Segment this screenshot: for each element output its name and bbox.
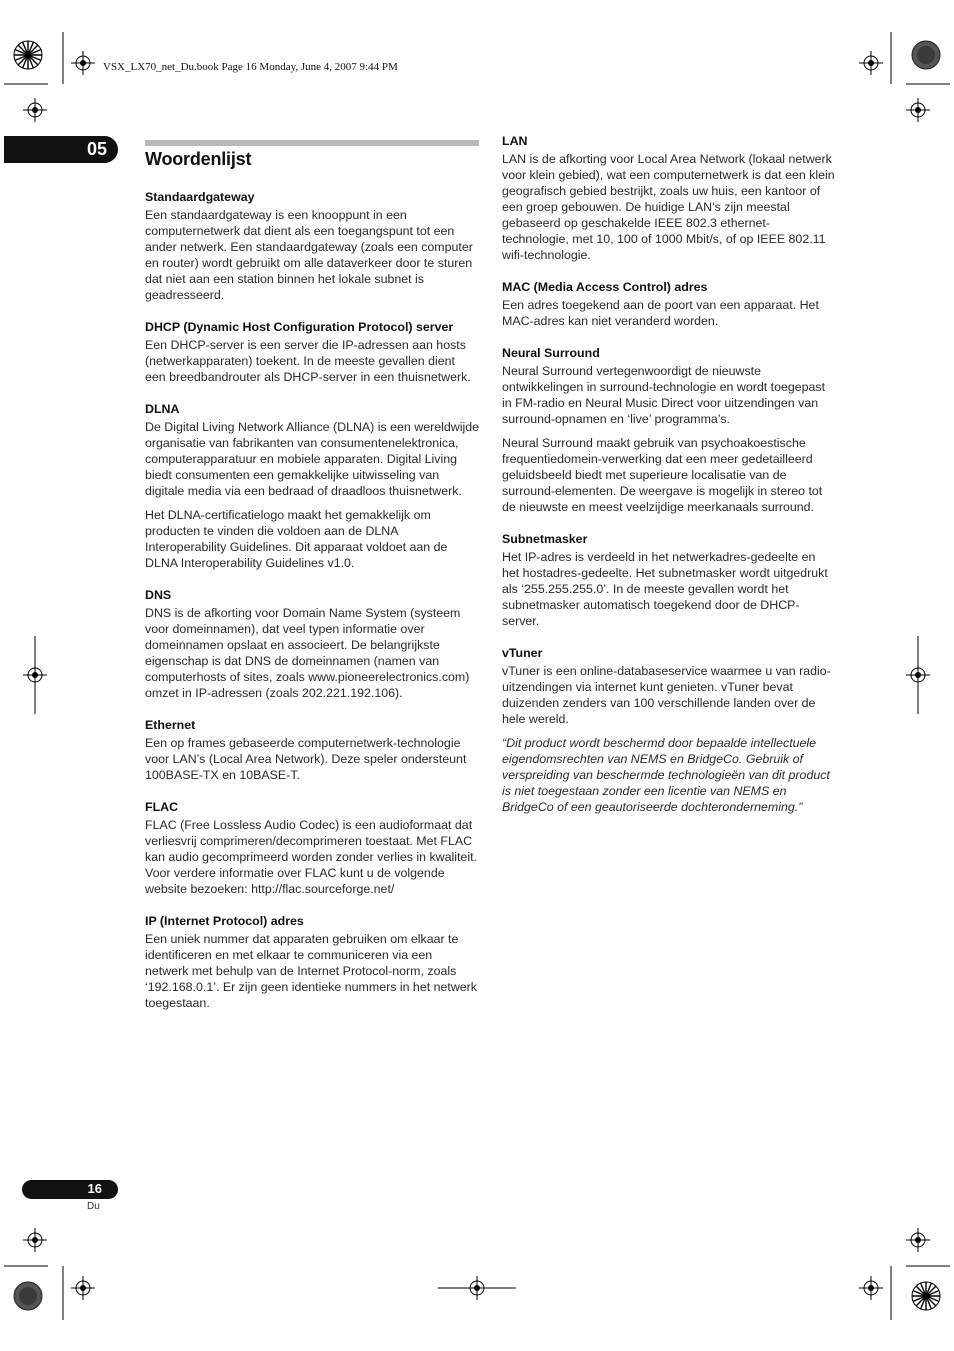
entry-term: DLNA	[145, 402, 180, 416]
entry-description: Een uniek nummer dat apparaten gebruiken om elkaar te identificeren en met elkaar te communiceren via een netwerk met behulp van de Internet Protocol-norm, zoals ‘192.168.0.1’. Er zijn geen identieke nummers in het netwerk toegestaan.	[145, 932, 477, 1010]
entry-description: Neural Surround vertegenwoordigt de nieuwste ontwikkelingen in surround-technologie en wordt toegepast in FM-radio en Neural Music Direct voor uitzendingen van surround-opnamen en ‘live’ programma’s.	[502, 364, 826, 426]
glossary-entry	[145, 319, 479, 385]
entry-description: Een adres toegekend aan de poort van een apparaat. Het MAC-adres kan niet veranderd worden.	[502, 298, 819, 328]
language-code: Du	[87, 1201, 100, 1212]
glossary-entry	[502, 279, 836, 329]
entry-description: LAN is de afkorting voor Local Area Network (lokaal netwerk voor klein gebied), wat een computernetwerk is dat een klein geografisch gebied bestrijkt, zoals uw huis, een kantoor of een groep gebouwen. De huidige LAN’s zijn meestal gebaseerd op geschakelde IEEE 802.3 ethernet-technologie, met 10, 100 of 1000 Mbit/s, of op IEEE 802.11 wifi-technologie.	[502, 152, 835, 262]
entry-term: FLAC	[145, 800, 179, 814]
chapter-tab	[4, 136, 118, 163]
entry-term: DHCP (Dynamic Host Configuration Protocol) server	[145, 320, 454, 334]
entry-term: Neural Surround	[502, 346, 600, 360]
glossary-entry	[145, 799, 479, 897]
entry-term: DNS	[145, 588, 172, 602]
glossary-entry	[145, 189, 479, 303]
glossary-entry	[145, 913, 479, 1011]
entry-term: MAC (Media Access Control) adres	[502, 280, 708, 294]
entry-term: Ethernet	[145, 718, 196, 732]
glossary-entry	[502, 531, 836, 629]
entry-description: vTuner is een online-databaseservice waarmee u van radio-uitzendingen via internet kunt genieten. vTuner bevat duizenden zenders van 100 verschillende landen over de hele wereld.	[502, 664, 831, 726]
page-number-tab	[22, 1180, 118, 1199]
entry-term: IP (Internet Protocol) adres	[145, 914, 304, 928]
entry-description: Een standaardgateway is een knooppunt in een computernetwerk dat dient als een toegangspunt tot een ander netwerk. Een standaardgateway (zoals een computer en router) wordt gebruikt om alle dataverkeer door te sturen dat niet aan een station binnen het lokale subnet is geadresseerd.	[145, 208, 473, 302]
right-column	[502, 133, 836, 831]
entry-description: Neural Surround maakt gebruik van psychoakoestische frequentiedomein-verwerking dat een meer gedetailleerd geluidsbeeld biedt met superieure localisatie van de surround-elementen. De weergave is mogelijk in stereo tot de nieuwste en meest veelzijdige meerkanaals surround.	[502, 436, 823, 514]
page-title: Woordenlijst	[145, 149, 252, 169]
glossary-entry	[145, 717, 479, 783]
entry-description: DNS is de afkorting voor Domain Name System (systeem voor domeinnamen), dat veel typen informatie over domeinnamen opslaat en associeert. De belangrijkste eigenschap is dat DNS de domeinnamen (namen van computerhosts of sites, zoals www.pioneerelectronics.com) omzet in IP-adressen (zoals 202.221.192.106).	[145, 606, 470, 700]
entry-term: LAN	[502, 134, 528, 148]
entry-term: Standaardgateway	[145, 190, 255, 204]
entry-description: Een op frames gebaseerde computernetwerk-technologie voor LAN’s (Local Area Network). Deze speler ondersteunt 100BASE-TX en 10BASE-T.	[145, 736, 467, 782]
entry-description: Een DHCP-server is een server die IP-adressen aan hosts (netwerkapparaten) toekent. In de meeste gevallen dient een breedbandrouter als DHCP-server in een thuisnetwerk.	[145, 338, 471, 384]
glossary-entry	[145, 401, 479, 571]
book-file-info: VSX_LX70_net_Du.book Page 16 Monday, June 4, 2007 9:44 PM	[103, 61, 398, 73]
glossary-entry	[502, 345, 836, 515]
chapter-number: 05	[86, 139, 107, 159]
left-column	[145, 189, 479, 1027]
entry-description: De Digital Living Network Alliance (DLNA) is een wereldwijde organisatie van fabrikanten van consumentenelektronica, computerapparatuur en mobiele apparaten. Digital Living biedt consumenten een gemakkelijke uitwisseling van digitale media via een bedraad of draadloos thuisnetwerk.	[145, 420, 479, 498]
glossary-entry	[502, 645, 836, 815]
legal-notice: “Dit product wordt beschermd door bepaalde intellectuele eigendomsrechten van NEMS en BridgeCo. Gebruik of verspreiding van beschermde technologieën van dit product is niet toegestaan zonder een licentie van NEMS en BridgeCo of een geautoriseerde dochteronderneming.”	[502, 736, 830, 814]
entry-description: Het DLNA-certificatielogo maakt het gemakkelijk om producten te vinden die voldoen aan de DLNA Interoperability Guidelines. Dit apparaat voldoet aan de DLNA Interoperability Guidelines v1.0.	[145, 508, 448, 570]
entry-description: Het IP-adres is verdeeld in het netwerkadres-gedeelte en het hostadres-gedeelte. Het subnetmasker wordt uitgedrukt als ‘255.255.255.0’. In de meeste gevallen wordt het subnetmasker automatisch toegekend door de DHCP-server.	[502, 550, 828, 628]
entry-description: FLAC (Free Lossless Audio Codec) is een audioformaat dat verliesvrij comprimeren/decomprimeren toestaat. Met FLAC kan audio gecomprimeerd worden zonder verlies in kwaliteit. Voor verdere informatie over FLAC kunt u de volgende website bezoeken: http://flac.sourceforge.net/	[145, 818, 477, 896]
page-number: 16	[87, 1181, 102, 1196]
entry-term: Subnetmasker	[502, 532, 588, 546]
glossary-entry	[145, 587, 479, 701]
glossary-entry	[502, 133, 836, 263]
entry-term: vTuner	[502, 646, 543, 660]
title-rule	[145, 140, 479, 146]
